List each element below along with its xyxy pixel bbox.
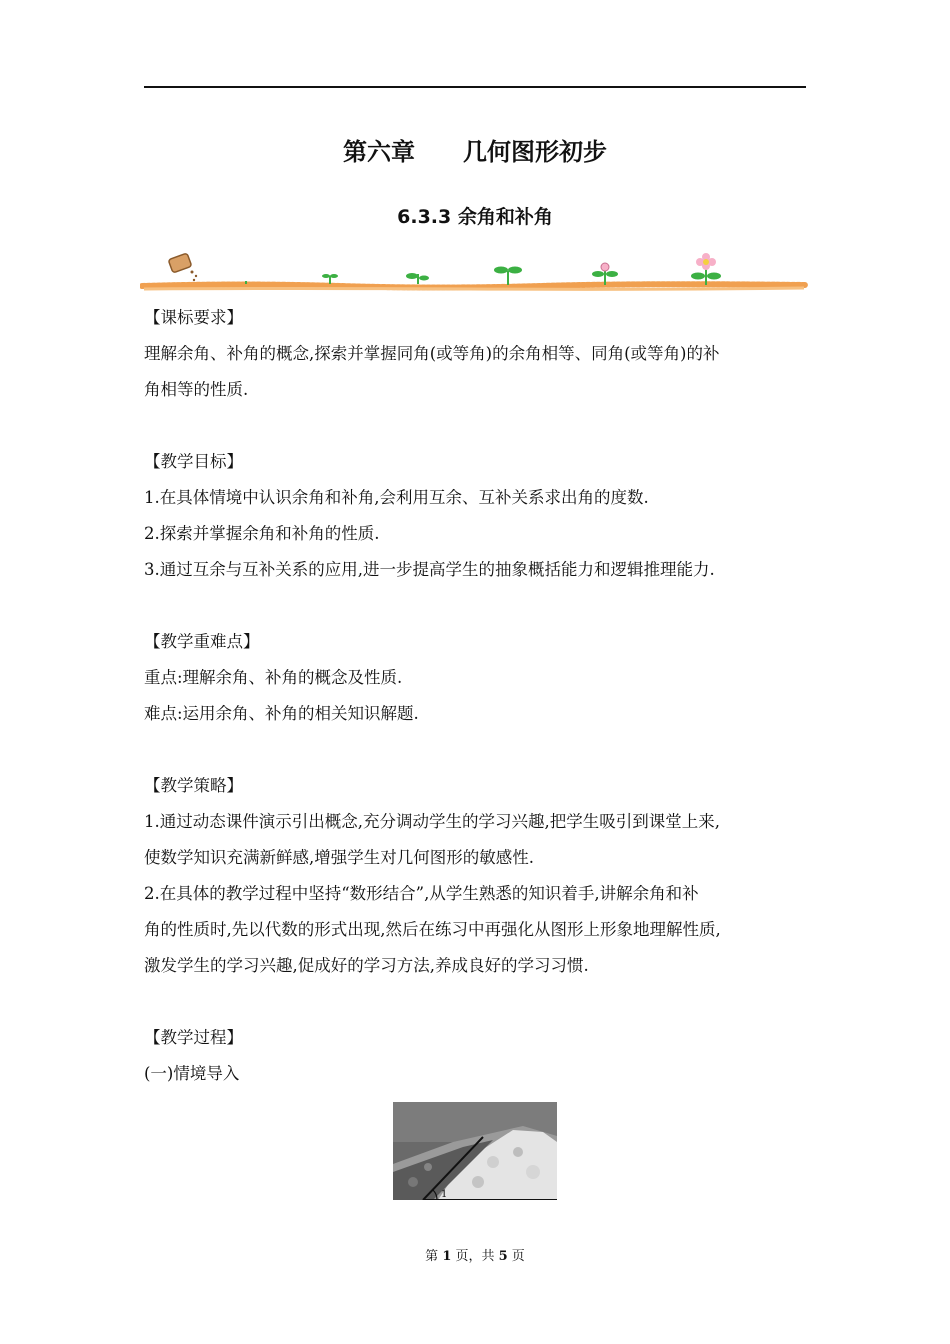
- header-rule: [144, 86, 806, 88]
- seed-bag-icon: [168, 253, 197, 281]
- paragraph-line: 理解余角、补角的概念,探索并掌握同角(或等角)的余角相等、同角(或等角)的补: [144, 344, 720, 363]
- paragraph-line: 激发学生的学习兴趣,促成好的学习方法,养成良好的学习习惯.: [144, 956, 589, 975]
- subsection-heading: (一)情境导入: [144, 1064, 240, 1083]
- lesson-content: [144, 300, 808, 1092]
- section-heading: 【教学过程】: [144, 1028, 243, 1047]
- total-pages: 5: [498, 1249, 508, 1264]
- paragraph-line: 使数学知识充满新鲜感,增强学生对几何图形的敏感性.: [144, 848, 534, 867]
- list-item: 3.通过互余与互补关系的应用,进一步提高学生的抽象概括能力和逻辑推理能力.: [144, 560, 715, 579]
- section-heading: 【教学目标】: [144, 452, 243, 471]
- sprout-icon: [406, 273, 429, 284]
- page-footer: 第 1 页，共 5 页: [425, 1249, 525, 1264]
- slope-photo: [393, 1102, 557, 1200]
- paragraph-line: 角的性质时,先以代数的形式出现,然后在练习中再强化从图形上形象地理解性质,: [144, 920, 721, 939]
- list-item: 2.探索并掌握余角和补角的性质.: [144, 524, 380, 543]
- section-title: 6.3.3 余角和补角: [397, 206, 553, 228]
- paragraph-line: 1.通过动态课件演示引出概念,充分调动学生的学习兴趣,把学生吸引到课堂上来,: [144, 812, 720, 831]
- current-page: 1: [442, 1249, 452, 1264]
- sprout-icon: [494, 267, 522, 286]
- flower-icon: [691, 253, 721, 285]
- section-heading: 【教学重难点】: [144, 632, 260, 651]
- growth-divider-icon: [140, 248, 808, 296]
- sprout-icon: [322, 274, 338, 284]
- paragraph-line: 角相等的性质.: [144, 380, 249, 399]
- paragraph-line: 2.在具体的教学过程中坚持“数形结合”,从学生熟悉的知识着手,讲解余角和补: [144, 884, 699, 903]
- angle-label: 1: [441, 1189, 448, 1200]
- list-item: 重点:理解余角、补角的概念及性质.: [144, 668, 403, 687]
- list-item: 1.在具体情境中认识余角和补角,会利用互余、互补关系求出角的度数.: [144, 488, 649, 507]
- chapter-title: 第六章 几何图形初步: [343, 138, 607, 166]
- list-item: 难点:运用余角、补角的相关知识解题.: [144, 704, 419, 723]
- section-heading: 【教学策略】: [144, 776, 243, 795]
- section-heading: 【课标要求】: [144, 308, 243, 327]
